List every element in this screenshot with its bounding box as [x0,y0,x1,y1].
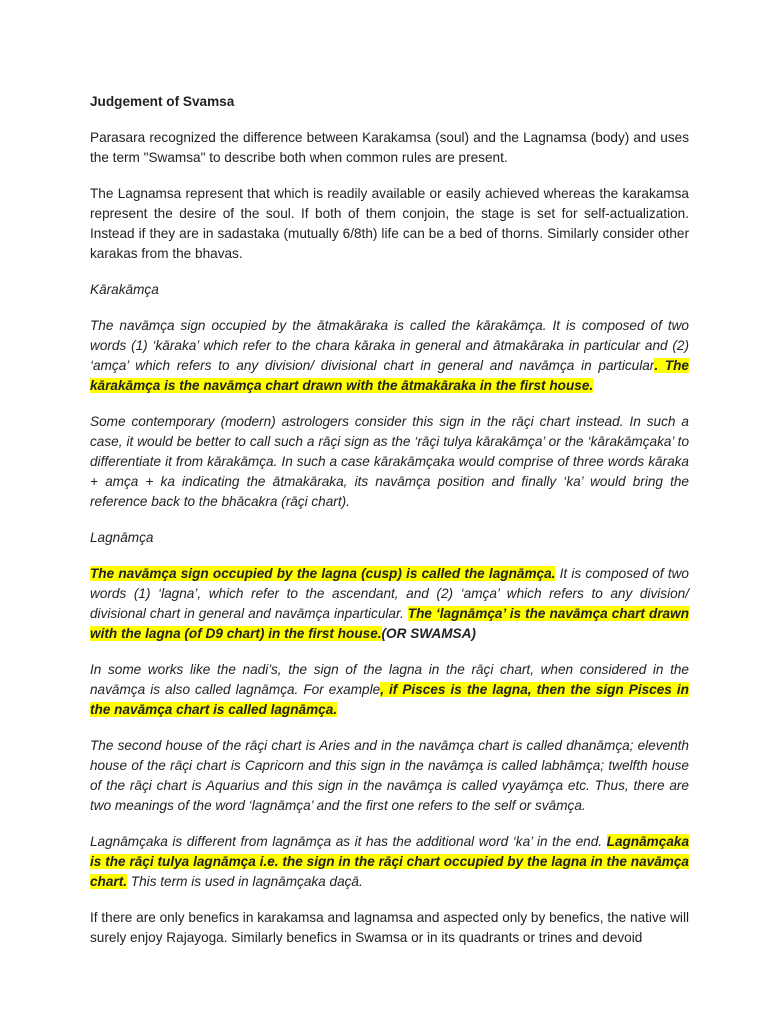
text-span: The navāmça sign occupied by the ātmakāraka is called the kārakāmça. It is composed of two words (1) ‘kāraka’ which refer to the chara kāraka in general and ātmakāraka in particular and (2) ‘amça’ which refers to any division/ divisional chart in general and navāmça in particular [90,318,689,373]
highlighted-text: , if Pisces is the lagna, then the sign Pisces in the navāmça chart is called lagnāmça. [90,682,689,717]
page-title: Judgement of Svamsa [90,94,235,109]
highlighted-text: The ‘lagnāmça’ is the navāmça chart drawn with the lagna (of D9 chart) in the first house. [90,606,689,641]
paragraph-benefics: If there are only benefics in karakamsa and lagnamsa and aspected only by benefics, the native will surely enjoy Rajayoga. Similarly benefics in Swamsa or in its quadrants or trines and devoid [90,910,689,945]
text-span: It is composed of two words (1) ‘lagna’, which refer to the ascendant, and (2) ‘amça’ which refers to any division/ divisional chart in general and navāmça inparticular. [90,566,689,621]
text-span: Lagnāmçaka is different from lagnāmça as it has the additional word ‘ka’ in the end. [90,834,607,849]
highlighted-text: Lagnāmçaka is the rāçi tulya lagnāmça i.e. the sign in the rāçi chart occupied by the lagna in the navāmça chart. [90,834,689,889]
heading-lagnamca: Lagnāmça [90,530,154,545]
text-span-bold: (OR SWAMSA) [381,626,476,641]
paragraph-nadi-example [90,660,689,720]
text-span: In some works like the nadi’s, the sign of the lagna in the rāçi chart, when considered in the navāmça is also called lagnāmça. For example [90,662,689,697]
highlighted-text: The navāmça sign occupied by the lagna (cusp) is called the lagnāmça. [90,566,556,581]
paragraph-intro: Parasara recognized the difference between Karakamsa (soul) and the Lagnamsa (body) and uses the term "Swamsa" to describe both when common rules are present. [90,130,689,165]
paragraph-lagnamsa-karakamsa: The Lagnamsa represent that which is readily available or easily achieved whereas the karakamsa represent the desire of the soul. If both of them conjoin, the stage is set for self-actualization. Instead if they are in sadastaka (mutually 6/8th) life can be a bed of thorns. Similarly consider other karakas from the bhavas. [90,186,689,261]
paragraph-karakamcaka: Some contemporary (modern) astrologers consider this sign in the rāçi chart instead. In such a case, it would be better to call such a rāçi sign as the ‘rāçi tulya kārakāmça’ or the ‘kārakāmçaka’ to differentiate it from kārakāmça. In such a case kārakāmçaka would comprise of three words kāraka + amça + ka indicating the ātmakāraka, its navāmça position and finally ‘ka’ would bring the reference back to the bhācakra (rāçi chart). [90,414,689,509]
highlighted-text: . The kārakāmça is the navāmça chart drawn with the ātmakāraka in the first house. [90,358,689,393]
paragraph-lagnamca-definition [90,564,689,644]
document-body [90,92,689,964]
paragraph-karakamca-definition [90,316,689,396]
heading-karakamca: Kārakāmça [90,282,159,297]
paragraph-house-amcas: The second house of the rāçi chart is Aries and in the navāmça chart is called dhanāmça; eleventh house of the rāçi chart is Capricorn and this sign in the navāmça is called labhāmça; twelfth house of the rāçi chart is Aquarius and this sign in the navāmça is called vyayāmça etc. Thus, there are two meanings of the word ‘lagnāmça’ and the first one refers to the self or svāmça. [90,738,689,813]
text-span: This term is used in lagnāmçaka daçā. [127,874,363,889]
paragraph-lagnamcaka [90,832,689,892]
